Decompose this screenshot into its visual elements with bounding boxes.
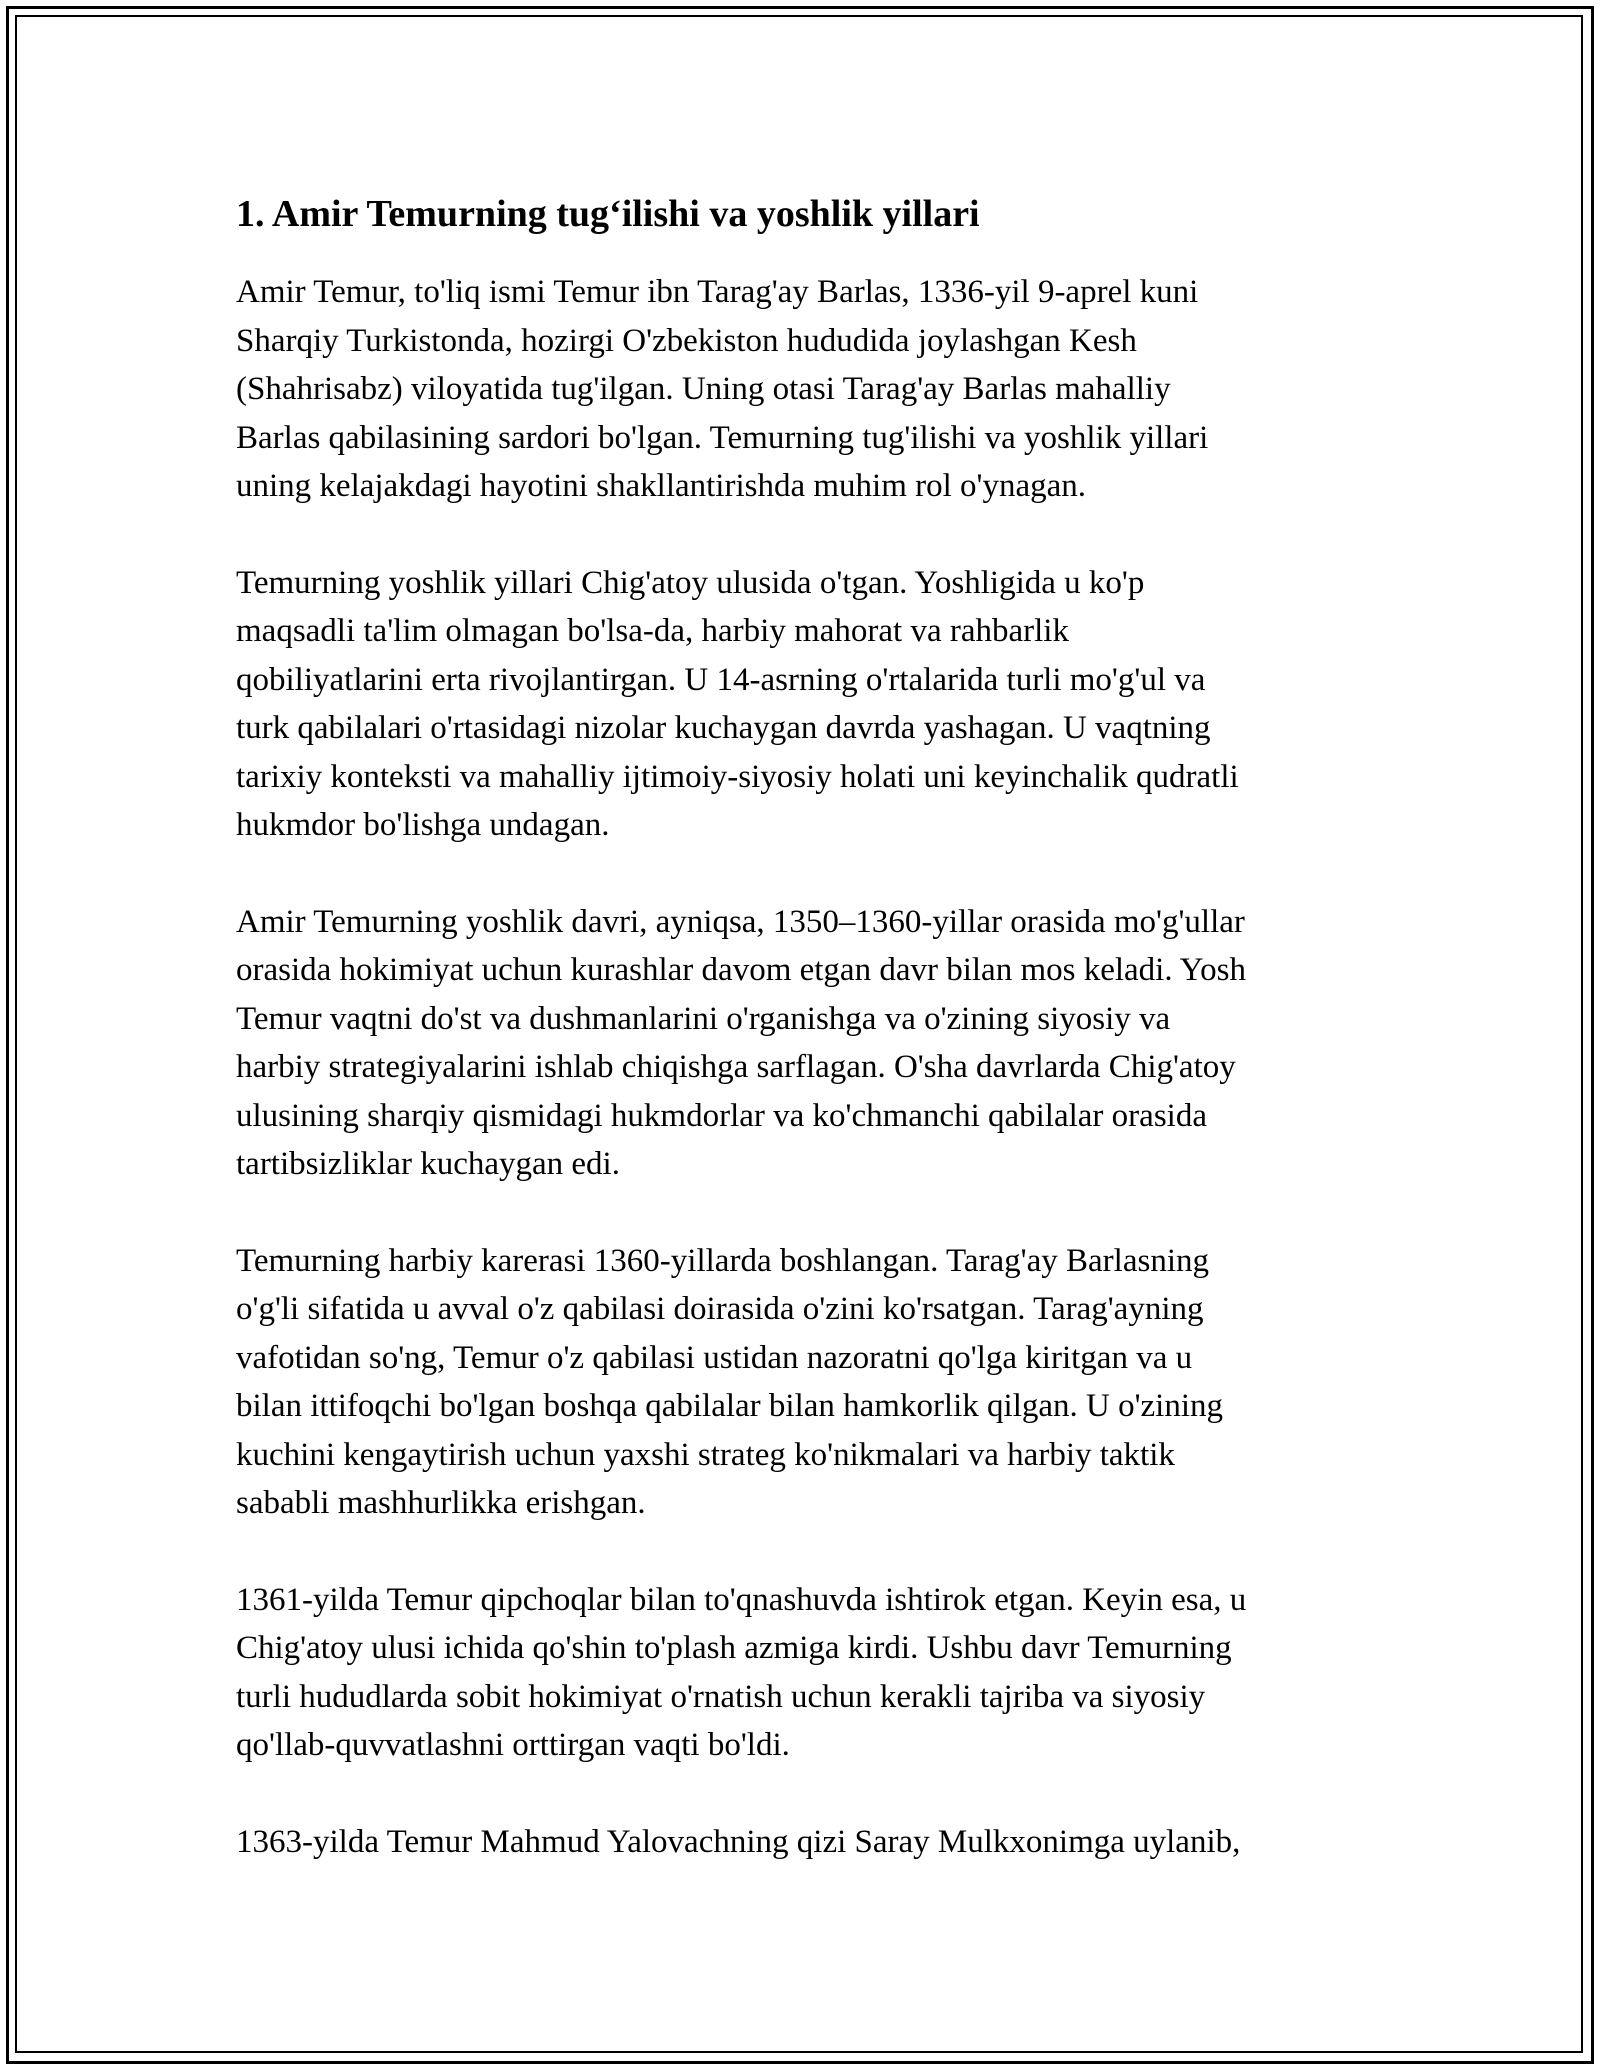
paragraph-youth: Temurning yoshlik yillari Chig'atoy ulusida o'tgan. Yoshligida u ko'p maqsadli ta'lim olmagan bo'lsa-da, harbiy mahorat va rahbarlik qobiliyatlarini erta rivojlantirgan. U 14-asrning o'rtalarida turli mo'g'ul va turk qabilalari o'rtasidagi nizolar kuchaygan davrda yashagan. U vaqtning tarixiy konteksti va mahalliy ijtimoiy-siyosiy holati uni keyinchalik qudratli hukmdor bo'lishga undagan. bbox=[236, 564, 1239, 843]
document-body bbox=[236, 186, 1376, 1914]
paragraph-power-struggle: Amir Temurning yoshlik davri, ayniqsa, 1350–1360-yillar orasida mo'g'ullar orasida hokimiyat uchun kurashlar davom etgan davr bilan mos keladi. Yosh Temur vaqtni do'st va dushmanlarini o'rganishga va o'zining siyosiy va harbiy strategiyalarini ishlab chiqishga sarflagan. O'sha davrlarda Chig'atoy ulusining sharqiy qismidagi hukmdorlar va ko'chmanchi qabilalar orasida tartibsizliklar kuchaygan edi. bbox=[236, 903, 1246, 1182]
section-heading: 1. Amir Temurning tug‘ilishi va yoshlik yillari bbox=[236, 193, 980, 235]
paragraph-1363: 1363-yilda Temur Mahmud Yalovachning qizi Saray Mulkxonimga uylanib, bbox=[236, 1823, 1241, 1860]
paragraph-birth: Amir Temur, to'liq ismi Temur ibn Tarag'ay Barlas, 1336-yil 9-aprel kuni Sharqiy Turkistonda, hozirgi O'zbekiston hududida joylashgan Kesh (Shahrisabz) viloyatida tug'ilgan. Uning otasi Tarag'ay Barlas mahalliy Barlas qabilasining sardori bo'lgan. Temurning tug'ilishi va yoshlik yillari uning kelajakdagi hayotini shakllantirishda muhim rol o'ynagan. bbox=[236, 274, 1209, 504]
paragraph-military-career: Temurning harbiy karerasi 1360-yillarda boshlangan. Tarag'ay Barlasning o'g'li sifatida u avval o'z qabilasi doirasida o'zini ko'rsatgan. Tarag'ayning vafotidan so'ng, Temur o'z qabilasi ustidan nazoratni qo'lga kiritgan va u bilan ittifoqchi bo'lgan boshqa qabilalar bilan hamkorlik qilgan. U o'zining kuchini kengaytirish uchun yaxshi strateg ko'nikmalari va harbiy taktik sababli mashhurlikka erishgan. bbox=[236, 1242, 1224, 1521]
paragraph-1361: 1361-yilda Temur qipchoqlar bilan to'qnashuvda ishtirok etgan. Keyin esa, u Chig'atoy ulusi ichida qo'shin to'plash azmiga kirdi. Ushbu davr Temurning turli hududlarda sobit hokimiyat o'rnatish uchun kerakli tajriba va siyosiy qo'llab-quvvatlashni orttirgan vaqti bo'ldi. bbox=[236, 1581, 1247, 1763]
